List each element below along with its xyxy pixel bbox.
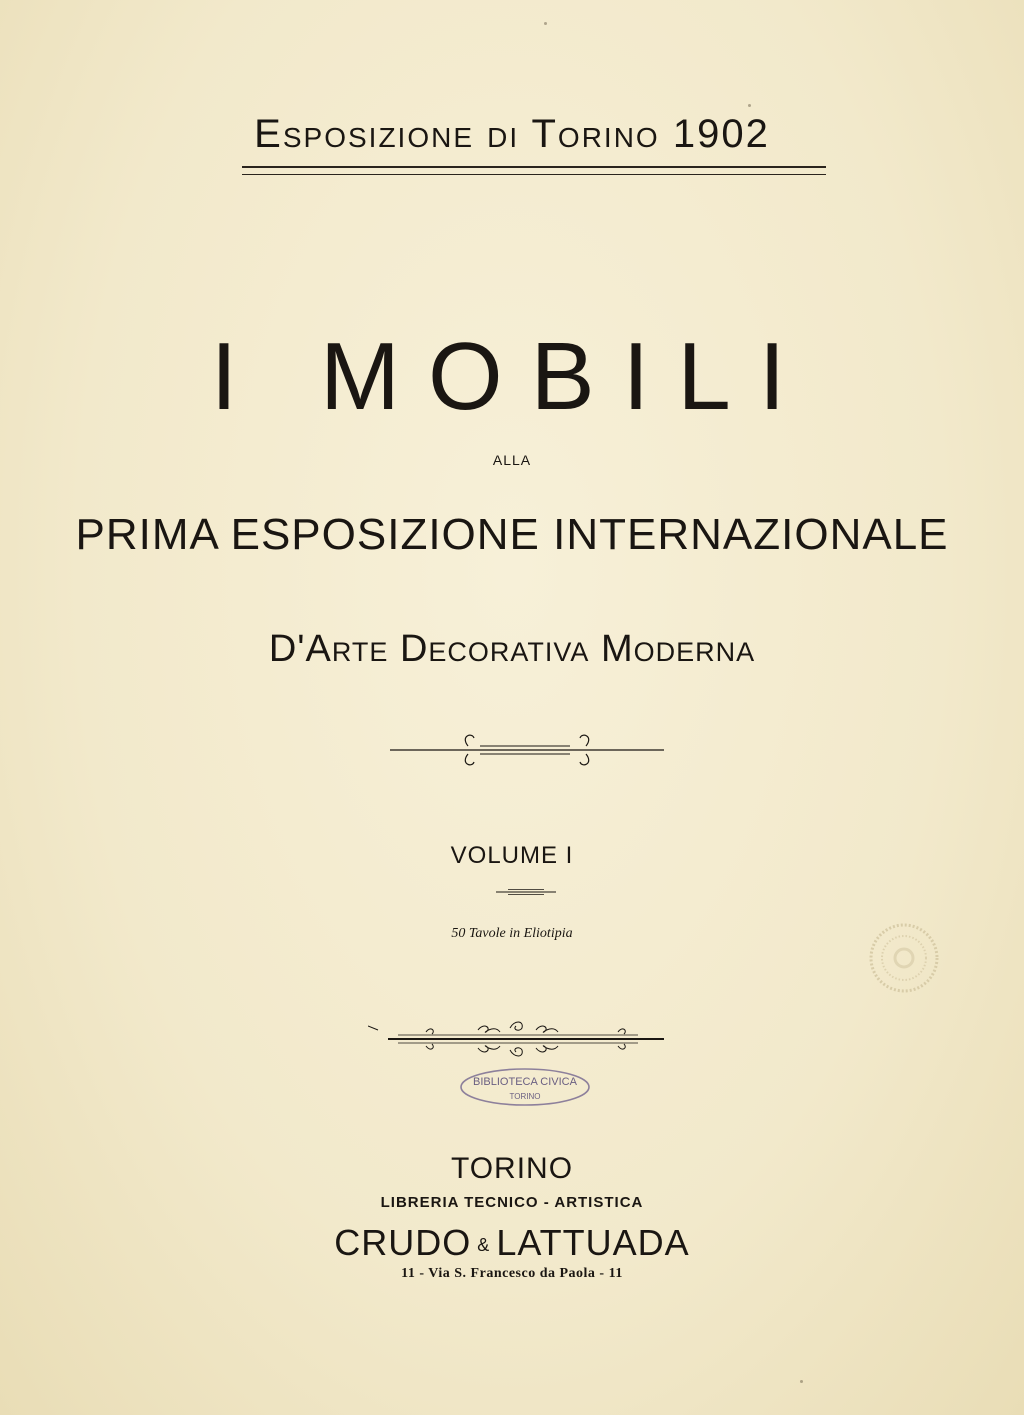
connector-word: ALLA [492, 452, 532, 468]
publisher-first: CRUDO [334, 1222, 472, 1263]
ornament-divider-icon [390, 728, 664, 772]
plates-note: 50 Tavole in Eliotipia [451, 926, 573, 941]
heading-double-rule [242, 166, 826, 175]
scroll-ornament-icon [368, 1016, 664, 1062]
publisher-name [0, 1222, 1024, 1264]
paper-speck [800, 1380, 803, 1383]
library-stamp-icon [458, 1066, 592, 1108]
imprint-city: TORINO [450, 1152, 574, 1185]
exhibition-heading: Esposizione di Torino 1902 [254, 112, 770, 156]
bookshop-name: LIBRERIA TECNICO - ARTISTICA [380, 1194, 644, 1211]
subtitle-line-1: PRIMA ESPOSIZIONE INTERNAZIONALE [75, 510, 949, 559]
paper-speck [748, 104, 751, 107]
library-stamp-text: BIBLIOTECA CIVICA [473, 1076, 577, 1088]
publisher-second: LATTUADA [496, 1222, 690, 1263]
main-title: I MOBILI [210, 323, 814, 430]
ampersand: & [477, 1234, 491, 1255]
volume-rule-icon [496, 888, 556, 896]
volume-label: VOLUME I [450, 842, 574, 869]
paper-speck [544, 22, 547, 25]
publisher-address: 11 - Via S. Francesco da Paola - 11 [401, 1266, 623, 1281]
library-stamp-city: TORINO [509, 1092, 541, 1101]
round-seal-icon [868, 922, 940, 994]
subtitle-line-2: D'Arte Decorativa Moderna [268, 628, 756, 670]
